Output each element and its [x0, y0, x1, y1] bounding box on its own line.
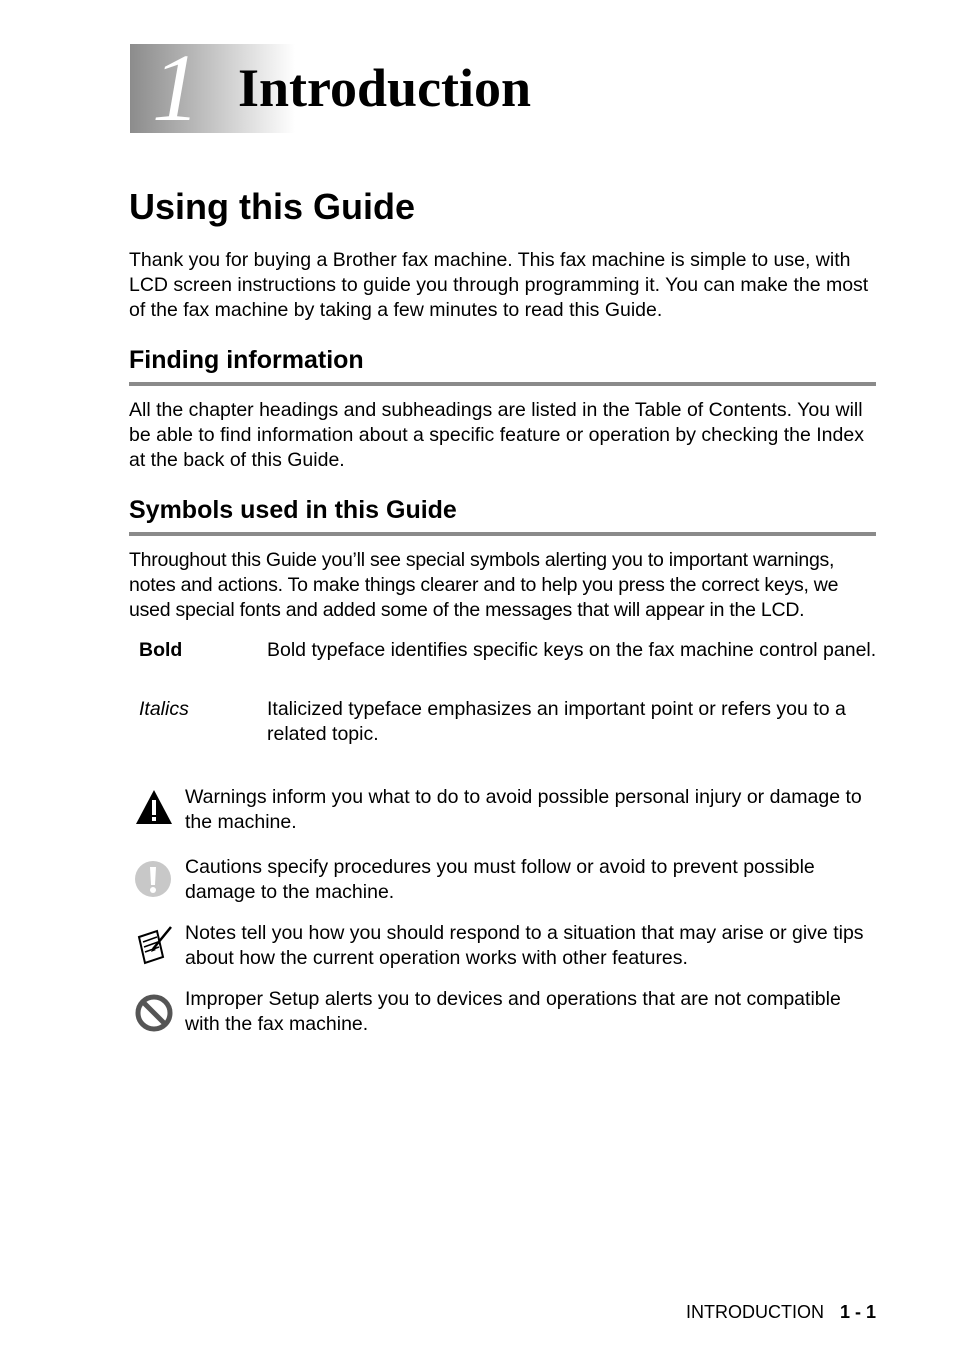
heading-rule [129, 532, 876, 536]
symbols-heading: Symbols used in this Guide [129, 496, 457, 524]
footer-section: INTRODUCTION [685, 1302, 824, 1322]
heading-rule [129, 382, 876, 386]
definition-desc-bold: Bold typeface identifies specific keys on the fax machine control panel. [267, 639, 877, 661]
warning-text: Warnings inform you what to do to avoid possible personal injury or damage to the machine. [185, 786, 862, 833]
intro-paragraph: Thank you for buying a Brother fax machine. This fax machine is simple to use, with LCD screen instructions to guide you through programming it. You can make the most of the fax machine by taking a few minutes to read this Guide. [129, 249, 869, 321]
note-icon [133, 923, 175, 965]
caution-icon [133, 858, 175, 900]
prohibited-icon [133, 992, 175, 1034]
finding-information-heading: Finding information [129, 346, 364, 374]
definition-term-bold: Bold [139, 639, 183, 661]
finding-information-paragraph: All the chapter headings and subheadings are listed in the Table of Contents. You will be able to find information about a specific feature or operation by checking the Index at the back of this Guide. [129, 399, 864, 471]
page-number: 1 - 1 [839, 1302, 876, 1322]
definition-term-italics: Italics [139, 698, 189, 720]
symbols-paragraph: Throughout this Guide you’ll see special symbols alerting you to important warnings, notes and actions. To make things clearer and to help you press the correct keys, we used special fonts and added some of the messages that will appear in the LCD. [129, 549, 839, 621]
chapter-number: 1 [152, 34, 200, 141]
note-text: Notes tell you how you should respond to a situation that may arise or give tips about how the current operation works with other features. [185, 922, 864, 969]
chapter-header [130, 34, 550, 141]
page-footer [686, 1300, 876, 1324]
improper-setup-text: Improper Setup alerts you to devices and operations that are not compatible with the fax machine. [185, 988, 841, 1035]
definition-desc-italics: Italicized typeface emphasizes an important point or refers you to a related topic. [267, 698, 846, 745]
warning-icon [133, 786, 175, 828]
section-title: Using this Guide [129, 186, 416, 227]
chapter-title: Introduction [238, 58, 532, 118]
caution-text: Cautions specify procedures you must follow or avoid to prevent possible damage to the machine. [185, 856, 815, 903]
